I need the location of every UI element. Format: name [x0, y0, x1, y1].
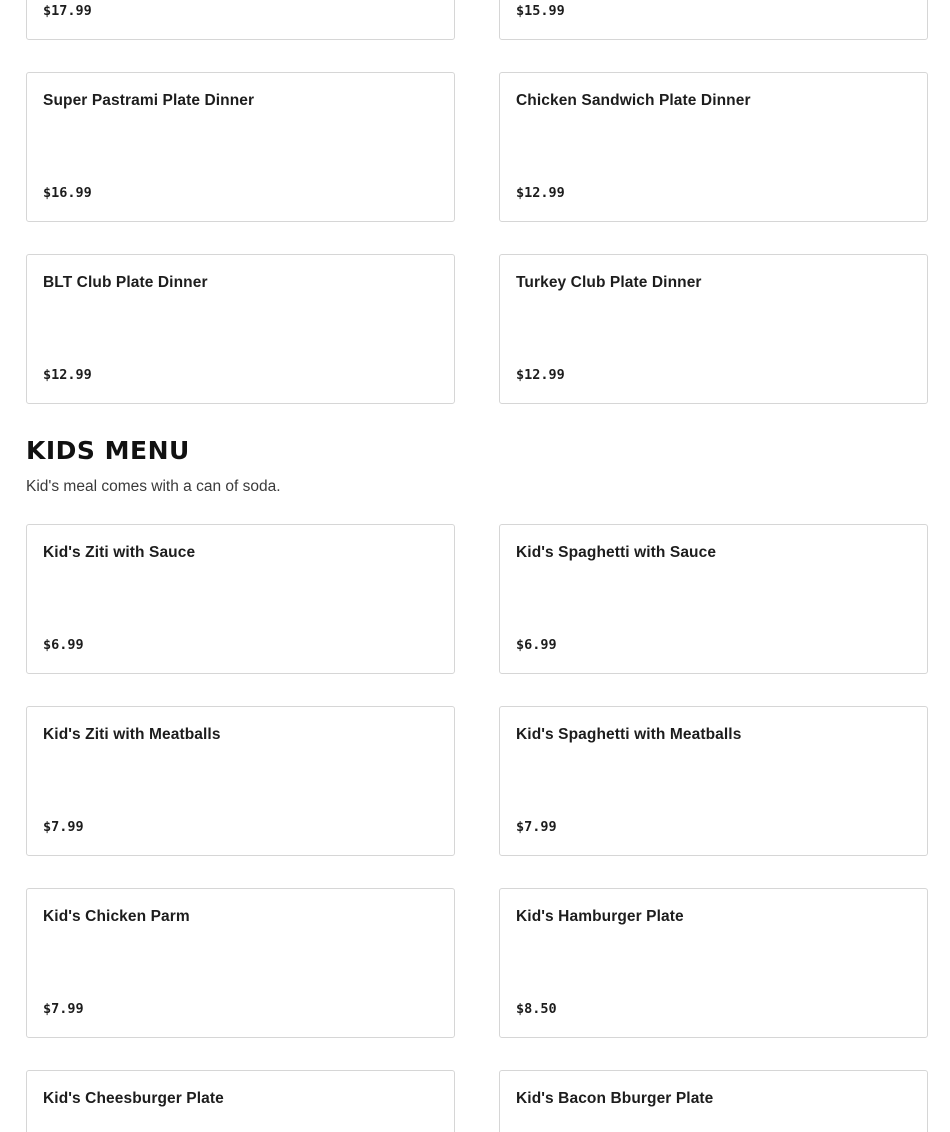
menu-item-name: BLT Club Plate Dinner [43, 274, 208, 291]
menu-item-card[interactable] [26, 72, 455, 222]
dinner-plates-grid [26, 0, 928, 404]
menu-item-price: $6.99 [43, 637, 84, 653]
menu-item-price: $8.50 [516, 1001, 557, 1017]
menu-item-price: $6.99 [516, 637, 557, 653]
menu-item-name: Kid's Ziti with Meatballs [43, 726, 221, 743]
menu-item-card[interactable] [26, 0, 455, 40]
menu-item-name: Kid's Ziti with Sauce [43, 544, 196, 561]
kids-menu-grid [26, 524, 928, 1132]
menu-item-card[interactable] [26, 1070, 455, 1132]
kids-menu-header [26, 432, 926, 496]
menu-item-name: Kid's Chicken Parm [43, 908, 190, 925]
menu-item-price: $7.99 [516, 819, 557, 835]
menu-item-price: $7.99 [43, 819, 84, 835]
menu-item-card[interactable] [26, 254, 455, 404]
menu-item-price: $12.99 [516, 185, 565, 201]
menu-item-card[interactable] [499, 706, 928, 856]
section-title: KIDS MENU [26, 436, 190, 465]
menu-item-card[interactable] [499, 0, 928, 40]
menu-item-price: $12.99 [516, 367, 565, 383]
menu-item-card[interactable] [499, 72, 928, 222]
menu-item-name: Chicken Sandwich Plate Dinner [516, 92, 751, 109]
menu-item-price: $7.99 [43, 1001, 84, 1017]
menu-item-name: Kid's Spaghetti with Meatballs [516, 726, 742, 743]
section-description: Kid's meal comes with a can of soda. [26, 478, 281, 495]
menu-item-price: $12.99 [43, 367, 92, 383]
menu-item-price: $17.99 [43, 3, 92, 19]
menu-item-price: $15.99 [516, 3, 565, 19]
menu-item-name: Turkey Club Plate Dinner [516, 274, 702, 291]
menu-item-card[interactable] [26, 888, 455, 1038]
menu-item-card[interactable] [499, 254, 928, 404]
menu-item-card[interactable] [499, 1070, 928, 1132]
menu-item-price: $16.99 [43, 185, 92, 201]
menu-item-name: Kid's Hamburger Plate [516, 908, 684, 925]
menu-item-card[interactable] [26, 706, 455, 856]
menu-item-name: Kid's Cheesburger Plate [43, 1090, 224, 1107]
menu-item-name: Kid's Spaghetti with Sauce [516, 544, 717, 561]
menu-item-name: Kid's Bacon Bburger Plate [516, 1090, 714, 1107]
menu-item-card[interactable] [499, 524, 928, 674]
menu-item-card[interactable] [26, 524, 455, 674]
menu-item-card[interactable] [499, 888, 928, 1038]
menu-item-name: Super Pastrami Plate Dinner [43, 92, 255, 109]
